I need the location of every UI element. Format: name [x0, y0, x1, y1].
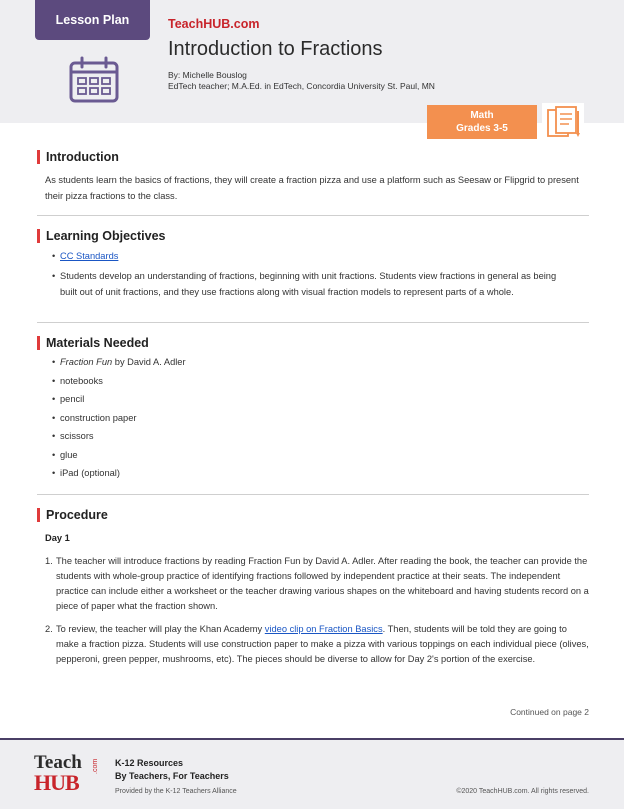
teachhub-logo — [34, 754, 104, 798]
procedure-steps — [45, 554, 590, 675]
logo-teach: Teach — [34, 752, 82, 773]
subject-badge — [427, 105, 537, 139]
step-number: 2. — [45, 624, 53, 634]
objectives-list — [52, 248, 562, 304]
objectives-heading: Learning Objectives — [37, 229, 165, 243]
list-item: • Students develop an understanding of fractions, beginning with unit fractions. Students view fractions in general as being built out of unit fractions, and they use fractions along with visual fraction models to represent parts of a whole. — [52, 268, 562, 300]
section-divider — [37, 494, 589, 495]
section-divider — [37, 215, 589, 216]
brand-name: TeachHUB.com — [168, 17, 260, 31]
list-item — [52, 353, 186, 372]
video-clip-link[interactable]: video clip on Fraction Basics — [264, 624, 383, 634]
step-text: To review, the teacher will play the Khan Academy — [56, 624, 265, 634]
list-item: • construction paper — [52, 409, 186, 428]
introduction-text: As students learn the basics of fractions, they will create a fraction pizza and use a platform such as Seesaw or Flipgrid to present their pizza fractions to the class. — [45, 175, 579, 201]
list-item: • glue — [52, 446, 186, 465]
list-item — [45, 622, 590, 667]
lesson-plan-tab: Lesson Plan — [35, 0, 150, 40]
list-item — [52, 248, 562, 264]
introduction-heading: Introduction — [37, 150, 119, 164]
page-footer — [0, 738, 624, 809]
author-credentials: EdTech teacher; M.A.Ed. in EdTech, Concordia University St. Paul, MN — [168, 81, 435, 91]
cc-standards-link[interactable]: CC Standards — [60, 251, 119, 261]
book-title: Fraction Fun — [60, 357, 113, 367]
logo-com: .com — [92, 758, 99, 774]
materials-heading: Materials Needed — [37, 336, 149, 350]
footer-copyright: ©2020 TeachHUB.com. All rights reserved. — [456, 788, 589, 795]
section-divider — [37, 322, 589, 323]
list-item: • pencil — [52, 390, 186, 409]
book-author: by David A. Adler — [112, 357, 186, 367]
grades-label: Grades 3-5 — [456, 123, 508, 134]
list-item: • iPad (optional) — [52, 464, 186, 483]
byline — [168, 70, 435, 92]
footer-alliance: Provided by the K-12 Teachers Alliance — [115, 788, 237, 795]
worksheet-icon — [542, 103, 584, 141]
materials-list — [52, 353, 186, 483]
author: By: Michelle Bouslog — [168, 70, 247, 80]
list-item: • scissors — [52, 427, 186, 446]
logo-hub: HUB — [34, 770, 79, 795]
step-text: The teacher will introduce fractions by reading Fraction Fun by David A. Adler. After reading the book, the teacher can provide the students with whole-group practice of identifying fractions followed by independent practice at their seats. The independent practice can include either a worksheet or the teacher drawing various shapes on the whiteboard and having students record on a piece of paper what the fraction shown. — [56, 556, 589, 611]
footer-tagline — [115, 757, 229, 783]
footer-line2: By Teachers, For Teachers — [115, 771, 229, 781]
day-label: Day 1 — [45, 533, 70, 543]
list-item — [45, 554, 590, 614]
continued-note: Continued on page 2 — [510, 707, 589, 717]
subject-label: Math — [470, 110, 494, 121]
footer-line1: K-12 Resources — [115, 758, 184, 768]
list-item: • notebooks — [52, 372, 186, 391]
procedure-heading: Procedure — [37, 508, 108, 522]
page-title: Introduction to Fractions — [168, 38, 383, 60]
step-number: 1. — [45, 556, 53, 566]
step-text-continued: . Then, students will be told they are going to make a fraction pizza. Students will use construction paper to make a pizza with various toppings on each individual piece (olives, pepperoni, green pepper, mushrooms, etc). The pieces should be diverse to allow for Day 2's portion of the exercise. — [56, 624, 589, 664]
calendar-icon — [68, 55, 120, 105]
